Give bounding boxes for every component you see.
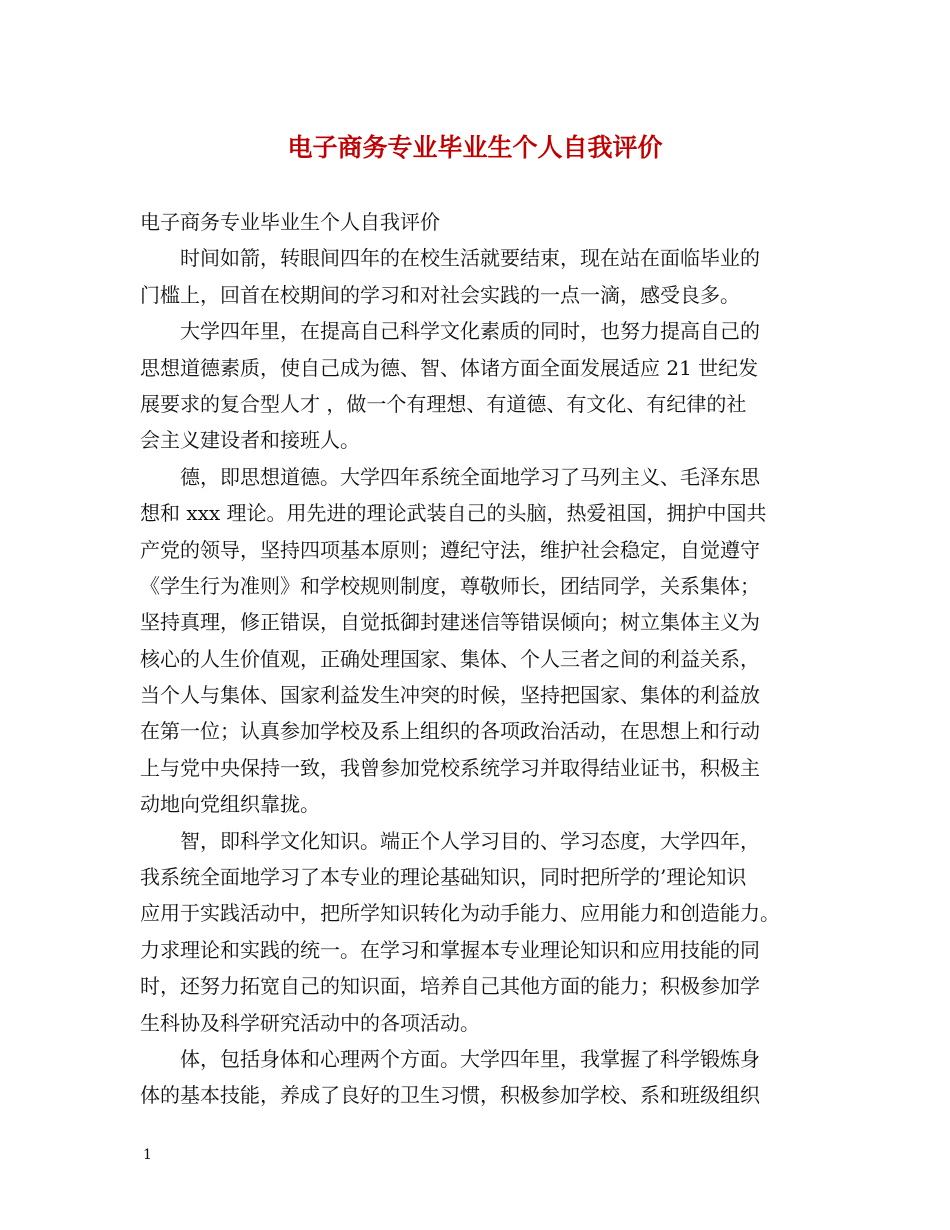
paragraph-line: 展要求的复合型人才 ，做一个有理想、有道德、有文化、有纪律的社 [140,391,747,416]
paragraph-line: 思想道德素质，使自己成为德、智、体诸方面全面发展适应 21 世纪发 [140,355,759,380]
paragraph-line: 会主义建设者和接班人。 [140,428,360,453]
paragraph-line: 我系统全面地学习了本专业的理论基础知识，同时把所学的’理论知识 [140,865,747,890]
paragraph-line: 生科协及科学研究活动中的各项活动。 [140,1010,480,1035]
paragraph-line: 动地向党组织靠拢。 [140,792,320,817]
paragraph-line: 当个人与集体、国家利益发生冲突的时候，坚持把国家、集体的利益放 [140,683,760,708]
paragraph-line: 力求理论和实践的统一。在学习和掌握本专业理论知识和应用技能的同 [140,937,760,962]
paragraph-line: 体的基本技能，养成了良好的卫生习惯，积极参加学校、系和班级组织 [140,1083,760,1108]
document-title: 电子商务专业毕业生个人自我评价 [287,133,663,162]
paragraph-line: 在第一位；认真参加学校及系上组织的各项政治活动，在思想上和行动 [140,719,760,744]
page-number: 1 [143,1147,152,1163]
paragraph-line: 时间如箭，转眼间四年的在校生活就要结束，现在站在面临毕业的 [180,246,760,271]
paragraph-line: 体，包括身体和心理两个方面。大学四年里，我掌握了科学锻炼身 [180,1046,760,1071]
document-body [140,204,830,1114]
paragraph-line: 大学四年里，在提高自己科学文化素质的同时，也努力提高自己的 [180,319,760,344]
paragraph-line: 《学生行为准则》和学校规则制度，尊敬师长，团结同学，关系集体； [140,573,760,598]
paragraph-line: 上与党中央保持一致，我曾参加党校系统学习并取得结业证书，积极主 [140,755,760,780]
paragraph-line: 德，即思想道德。大学四年系统全面地学习了马列主义、毛泽东思 [180,464,760,489]
subtitle-line: 电子商务专业毕业生个人自我评价 [140,210,440,234]
paragraph-line: 门槛上，回首在校期间的学习和对社会实践的一点一滴，感受良多。 [140,282,740,307]
paragraph-line: 想和 xxx 理论。用先进的理论武装自己的头脑，热爱祖国，拥护中国共 [140,501,767,526]
paragraph-line: 核心的人生价值观，正确处理国家、集体、个人三者之间的利益关系， [140,646,760,671]
paragraph-line: 时，还努力拓宽自己的知识面，培养自己其他方面的能力；积极参加学 [140,974,760,999]
paragraph-line: 产党的领导，坚持四项基本原则；遵纪守法，维护社会稳定，自觉遵守 [140,537,760,562]
paragraph-line: 坚持真理，修正错误，自觉抵御封建迷信等错误倾向；树立集体主义为 [140,610,760,635]
paragraph-line: 应用于实践活动中，把所学知识转化为动手能力、应用能力和创造能力。 [140,901,780,926]
paragraph-line: 智，即科学文化知识。端正个人学习目的、学习态度，大学四年， [180,828,760,853]
